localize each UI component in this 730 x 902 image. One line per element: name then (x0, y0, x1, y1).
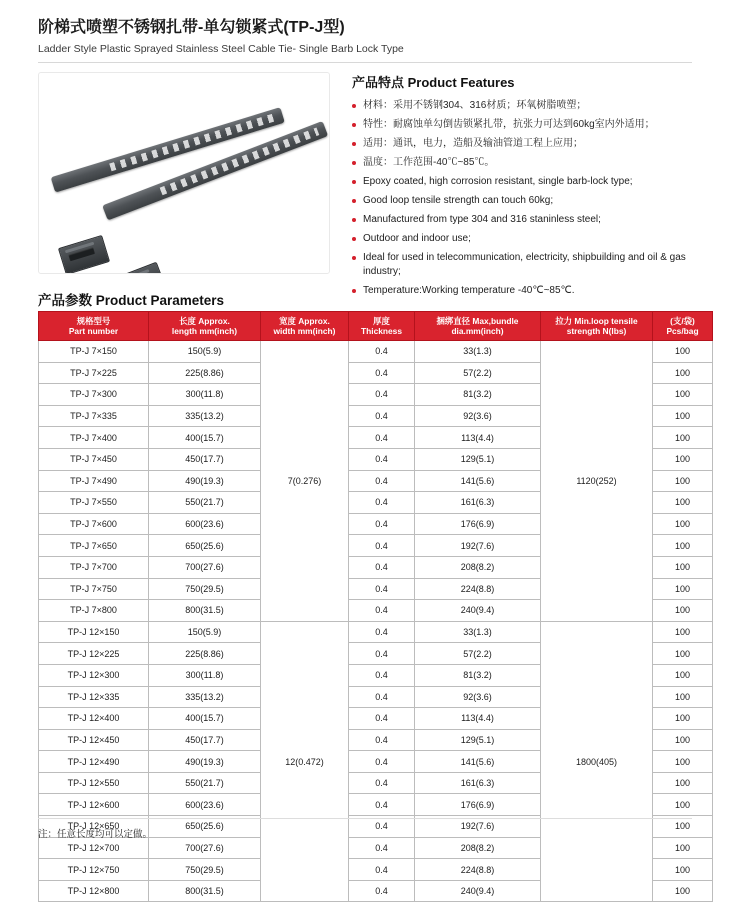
column-header-part-number: 规格型号 Part number (39, 312, 149, 341)
feature-item: Manufactured from type 304 and 316 staninless steel; (352, 213, 700, 227)
cell-pcs-bag: 100 (653, 794, 713, 816)
cell-pcs-bag: 100 (653, 708, 713, 730)
cell-pcs-bag: 100 (653, 405, 713, 427)
column-header-thickness: 厚度 Thickness (349, 312, 415, 341)
cell-length: 700(27.6) (149, 556, 261, 578)
cell-part-number: TP-J 12×450 (39, 729, 149, 751)
footer-note: 注：任意长度均可以定做。 (38, 829, 153, 840)
cell-thickness: 0.4 (349, 880, 415, 902)
table-row (39, 341, 713, 363)
cell-bundle-dia: 240(9.4) (415, 880, 541, 902)
cell-part-number: TP-J 7×650 (39, 535, 149, 557)
cell-tensile: 1800(405) (541, 621, 653, 902)
cell-bundle-dia: 129(5.1) (415, 448, 541, 470)
cell-part-number: TP-J 7×225 (39, 362, 149, 384)
header-divider (38, 62, 692, 63)
cell-bundle-dia: 176(6.9) (415, 513, 541, 535)
cell-pcs-bag: 100 (653, 621, 713, 643)
cell-pcs-bag: 100 (653, 556, 713, 578)
cell-length: 750(29.5) (149, 859, 261, 881)
product-features-section (352, 72, 700, 303)
cell-bundle-dia: 92(3.6) (415, 405, 541, 427)
cell-thickness: 0.4 (349, 513, 415, 535)
cell-thickness: 0.4 (349, 708, 415, 730)
cell-bundle-dia: 161(6.3) (415, 492, 541, 514)
column-header-bundle-dia: 捆绑直径 Max,bundle dia.mm(inch) (415, 312, 541, 341)
cell-bundle-dia: 208(8.2) (415, 556, 541, 578)
feature-item: 适用：通讯，电力，造船及输油管道工程上应用； (352, 137, 700, 151)
lock-head-lower (114, 262, 167, 274)
cell-length: 490(19.3) (149, 470, 261, 492)
cell-part-number: TP-J 7×490 (39, 470, 149, 492)
cell-bundle-dia: 57(2.2) (415, 362, 541, 384)
feature-item: 材料：采用不锈钢304、316材质；环氧树脂喷塑； (352, 99, 700, 113)
cell-length: 800(31.5) (149, 600, 261, 622)
feature-item: Outdoor and indoor use; (352, 232, 700, 246)
cell-part-number: TP-J 7×750 (39, 578, 149, 600)
cell-part-number: TP-J 12×600 (39, 794, 149, 816)
cell-length: 550(21.7) (149, 492, 261, 514)
cell-thickness: 0.4 (349, 664, 415, 686)
cell-part-number: TP-J 12×650 (39, 816, 149, 838)
cell-tensile: 1120(252) (541, 341, 653, 622)
cell-bundle-dia: 129(5.1) (415, 729, 541, 751)
cell-pcs-bag: 100 (653, 643, 713, 665)
cell-pcs-bag: 100 (653, 880, 713, 902)
cell-pcs-bag: 100 (653, 513, 713, 535)
cell-thickness: 0.4 (349, 643, 415, 665)
product-parameters-table (38, 311, 713, 902)
product-features-list (352, 99, 700, 298)
cell-part-number: TP-J 12×400 (39, 708, 149, 730)
cell-pcs-bag: 100 (653, 600, 713, 622)
cell-pcs-bag: 100 (653, 341, 713, 363)
cell-part-number: TP-J 12×335 (39, 686, 149, 708)
cell-pcs-bag: 100 (653, 448, 713, 470)
feature-item: Epoxy coated, high corrosion resistant, single barb-lock type; (352, 175, 700, 189)
product-photo (38, 72, 330, 274)
cell-length: 450(17.7) (149, 448, 261, 470)
cell-bundle-dia: 81(3.2) (415, 384, 541, 406)
page-title-cn: 阶梯式喷塑不锈钢扎带-单勾锁紧式(TP-J型) (38, 19, 345, 36)
cell-bundle-dia: 33(1.3) (415, 341, 541, 363)
cell-pcs-bag: 100 (653, 686, 713, 708)
cell-bundle-dia: 92(3.6) (415, 686, 541, 708)
product-features-heading: 产品特点 Product Features (352, 75, 515, 90)
cell-pcs-bag: 100 (653, 664, 713, 686)
cell-thickness: 0.4 (349, 556, 415, 578)
cell-length: 225(8.86) (149, 362, 261, 384)
cell-thickness: 0.4 (349, 837, 415, 859)
cell-part-number: TP-J 7×150 (39, 341, 149, 363)
cell-length: 400(15.7) (149, 427, 261, 449)
cell-length: 225(8.86) (149, 643, 261, 665)
cell-bundle-dia: 81(3.2) (415, 664, 541, 686)
cell-length: 400(15.7) (149, 708, 261, 730)
cell-pcs-bag: 100 (653, 772, 713, 794)
cell-bundle-dia: 33(1.3) (415, 621, 541, 643)
cell-length: 700(27.6) (149, 837, 261, 859)
cell-part-number: TP-J 7×550 (39, 492, 149, 514)
cell-thickness: 0.4 (349, 686, 415, 708)
cell-part-number: TP-J 12×550 (39, 772, 149, 794)
cell-part-number: TP-J 7×600 (39, 513, 149, 535)
cell-thickness: 0.4 (349, 751, 415, 773)
cell-bundle-dia: 141(5.6) (415, 751, 541, 773)
cell-part-number: TP-J 12×800 (39, 880, 149, 902)
cell-thickness: 0.4 (349, 405, 415, 427)
cell-part-number: TP-J 7×800 (39, 600, 149, 622)
cell-part-number: TP-J 7×400 (39, 427, 149, 449)
cell-bundle-dia: 141(5.6) (415, 470, 541, 492)
cell-bundle-dia: 208(8.2) (415, 837, 541, 859)
cell-length: 800(31.5) (149, 880, 261, 902)
feature-item: Good loop tensile strength can touch 60kg; (352, 194, 700, 208)
page-header (0, 0, 730, 56)
cell-pcs-bag: 100 (653, 729, 713, 751)
cell-thickness: 0.4 (349, 729, 415, 751)
table-header-row (39, 312, 713, 341)
cell-bundle-dia: 224(8.8) (415, 578, 541, 600)
cell-part-number: TP-J 12×225 (39, 643, 149, 665)
column-header-tensile: 拉力 Min.loop tensile strength N(lbs) (541, 312, 653, 341)
cell-bundle-dia: 113(4.4) (415, 708, 541, 730)
cell-bundle-dia: 240(9.4) (415, 600, 541, 622)
cell-thickness: 0.4 (349, 859, 415, 881)
cell-thickness: 0.4 (349, 621, 415, 643)
cell-pcs-bag: 100 (653, 859, 713, 881)
cell-part-number: TP-J 7×700 (39, 556, 149, 578)
cell-bundle-dia: 192(7.6) (415, 535, 541, 557)
cell-pcs-bag: 100 (653, 751, 713, 773)
cell-part-number: TP-J 12×700 (39, 837, 149, 859)
cell-thickness: 0.4 (349, 492, 415, 514)
cell-pcs-bag: 100 (653, 578, 713, 600)
lock-head-lower-nib (121, 269, 150, 274)
cell-length: 450(17.7) (149, 729, 261, 751)
feature-item: Temperature:Working temperature -40℃~85℃. (352, 284, 700, 298)
product-parameters-heading: 产品参数 Product Parameters (38, 293, 225, 308)
cell-length: 550(21.7) (149, 772, 261, 794)
cell-part-number: TP-J 12×490 (39, 751, 149, 773)
cell-length: 300(11.8) (149, 384, 261, 406)
cell-pcs-bag: 100 (653, 837, 713, 859)
cell-bundle-dia: 57(2.2) (415, 643, 541, 665)
cell-pcs-bag: 100 (653, 384, 713, 406)
cell-part-number: TP-J 7×450 (39, 448, 149, 470)
cell-thickness: 0.4 (349, 470, 415, 492)
cell-pcs-bag: 100 (653, 362, 713, 384)
cell-length: 335(13.2) (149, 405, 261, 427)
cell-thickness: 0.4 (349, 341, 415, 363)
cell-length: 150(5.9) (149, 341, 261, 363)
cell-part-number: TP-J 12×750 (39, 859, 149, 881)
feature-item: 特性：耐腐蚀单勾倒齿锁紧扎带，抗张力可达到60kg室内外适用； (352, 118, 700, 132)
feature-item: Ideal for used in telecommunication, electricity, shipbuilding and oil & gas industry; (352, 251, 700, 279)
cell-length: 650(25.6) (149, 816, 261, 838)
cell-length: 490(19.3) (149, 751, 261, 773)
cell-pcs-bag: 100 (653, 816, 713, 838)
cell-pcs-bag: 100 (653, 535, 713, 557)
product-photo-inner (39, 73, 329, 273)
cell-thickness: 0.4 (349, 448, 415, 470)
cell-bundle-dia: 224(8.8) (415, 859, 541, 881)
cell-width: 7(0.276) (261, 341, 349, 622)
cell-bundle-dia: 161(6.3) (415, 772, 541, 794)
footer-divider (38, 818, 692, 819)
lock-head-upper (58, 235, 110, 274)
cell-pcs-bag: 100 (653, 492, 713, 514)
column-header-length: 长度 Approx. length mm(inch) (149, 312, 261, 341)
cell-bundle-dia: 176(6.9) (415, 794, 541, 816)
column-header-width: 宽度 Approx. width mm(inch) (261, 312, 349, 341)
table-header (39, 312, 713, 341)
cell-length: 600(23.6) (149, 513, 261, 535)
cell-thickness: 0.4 (349, 816, 415, 838)
cell-width: 12(0.472) (261, 621, 349, 902)
cell-length: 300(11.8) (149, 664, 261, 686)
cell-thickness: 0.4 (349, 535, 415, 557)
cell-length: 750(29.5) (149, 578, 261, 600)
cell-length: 150(5.9) (149, 621, 261, 643)
column-header-pcs-bag: (支/袋) Pcs/bag (653, 312, 713, 341)
cell-thickness: 0.4 (349, 772, 415, 794)
cell-bundle-dia: 192(7.6) (415, 816, 541, 838)
cell-thickness: 0.4 (349, 794, 415, 816)
cell-thickness: 0.4 (349, 427, 415, 449)
cell-part-number: TP-J 7×300 (39, 384, 149, 406)
cell-thickness: 0.4 (349, 362, 415, 384)
cell-part-number: TP-J 12×150 (39, 621, 149, 643)
cell-thickness: 0.4 (349, 578, 415, 600)
feature-item: 温度：工作范围-40℃~85℃。 (352, 156, 700, 170)
cell-thickness: 0.4 (349, 384, 415, 406)
cell-length: 650(25.6) (149, 535, 261, 557)
cell-part-number: TP-J 7×335 (39, 405, 149, 427)
table-row (39, 621, 713, 643)
cell-bundle-dia: 113(4.4) (415, 427, 541, 449)
cell-part-number: TP-J 12×300 (39, 664, 149, 686)
cell-pcs-bag: 100 (653, 470, 713, 492)
cell-thickness: 0.4 (349, 600, 415, 622)
cell-length: 335(13.2) (149, 686, 261, 708)
page-title-en: Ladder Style Plastic Sprayed Stainless Steel Cable Tie- Single Barb Lock Type (38, 43, 404, 55)
cell-length: 600(23.6) (149, 794, 261, 816)
cell-pcs-bag: 100 (653, 427, 713, 449)
